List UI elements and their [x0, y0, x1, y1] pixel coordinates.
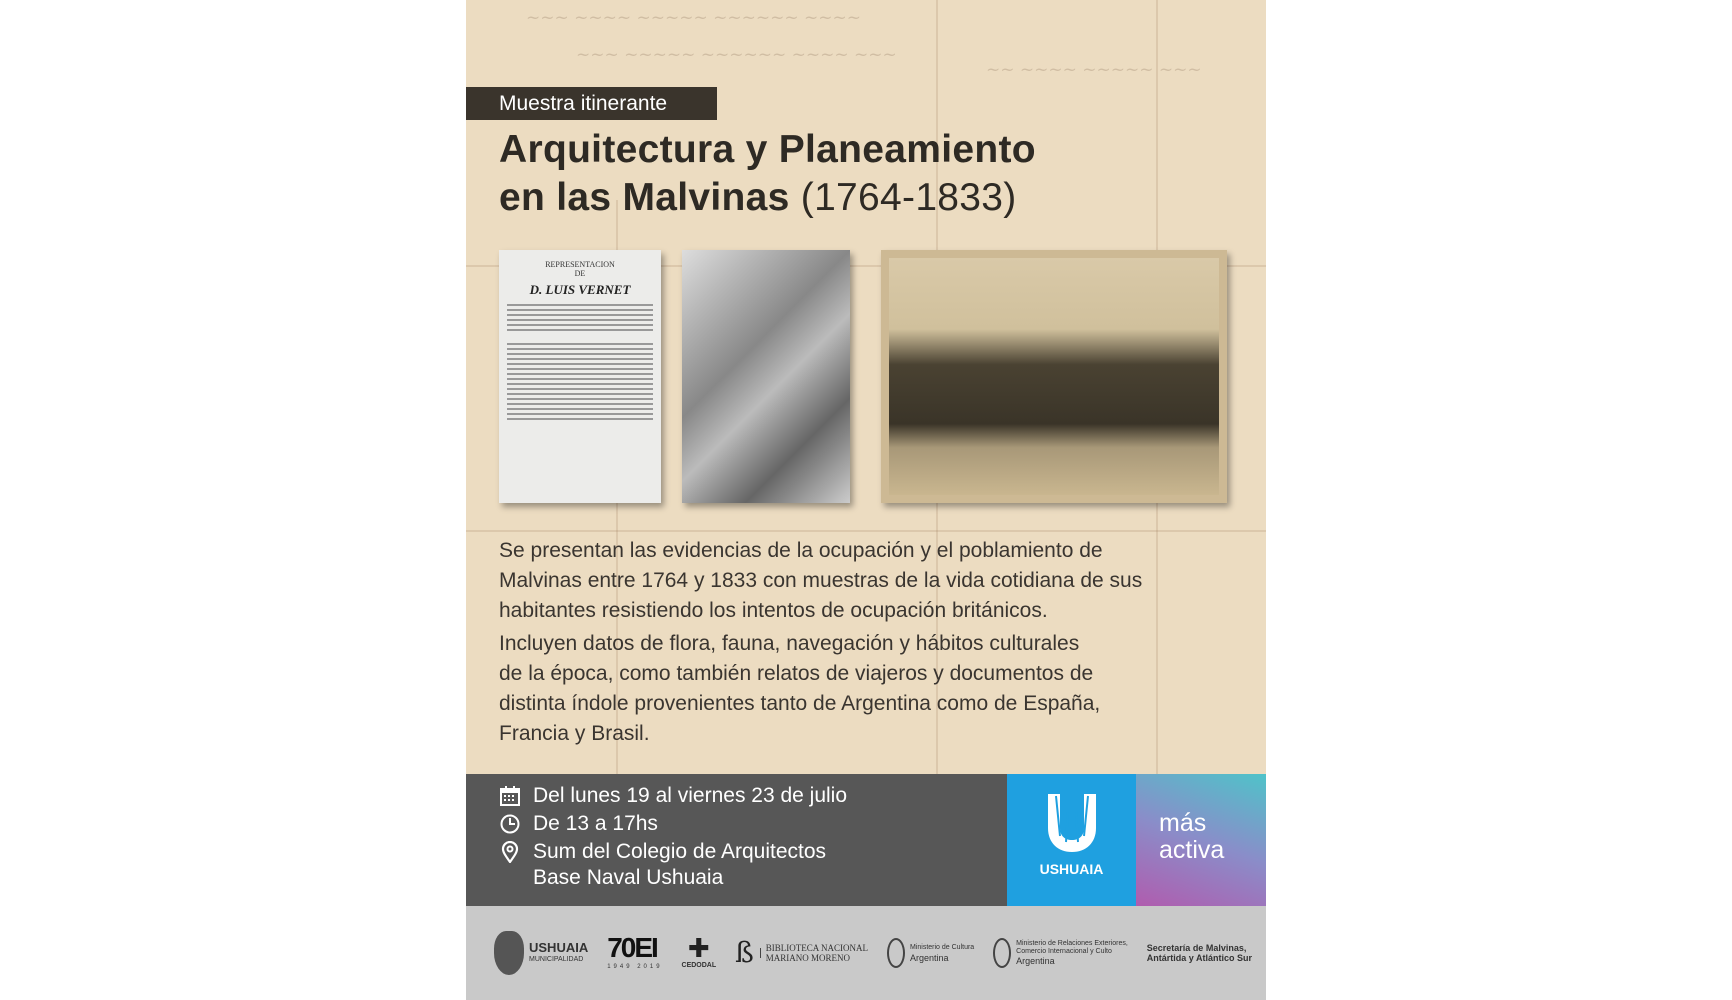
bg-handwriting: ~~ ~~~~ ~~~~~ ~~~	[986, 60, 1202, 80]
clock-icon	[499, 813, 521, 835]
logo-oei-70: 70EI 1949 2019	[607, 932, 663, 970]
bg-handwriting: ~~~ ~~~~ ~~~~~ ~~~~~~ ~~~~	[526, 8, 861, 28]
text-line: Se presentan las evidencias de la ocupación y el poblamiento de	[499, 539, 1103, 562]
event-place-detail: Base Naval Ushuaia	[533, 866, 724, 889]
place-row	[499, 840, 826, 864]
doc-name: D. LUIS VERNET	[529, 282, 631, 297]
historic-house-photo	[881, 250, 1227, 503]
event-time: De 13 a 17hs	[533, 812, 658, 835]
logo-biblioteca-nacional: ß BIBLIOTECA NACIONAL MARIANO MORENO	[735, 936, 869, 969]
event-place: Sum del Colegio de Arquitectos	[533, 840, 827, 863]
text-line: Malvinas entre 1764 y 1833 con muestras de la vida cotidiana de sus	[499, 569, 1143, 592]
doc-header: REPRESENTACION	[545, 260, 615, 269]
title-line-1: Arquitectura y Planeamiento	[499, 128, 1036, 171]
bg-line	[466, 530, 1266, 532]
time-row	[499, 812, 658, 836]
text-line: habitantes resistiendo los intentos de ocupación británicos.	[499, 599, 1048, 622]
coat-of-arms-icon	[993, 938, 1011, 968]
event-info-panel	[466, 774, 1007, 906]
title-years: (1764-1833)	[800, 176, 1017, 219]
description-paragraph-1	[499, 536, 1142, 626]
bn-monogram-icon: ß	[735, 948, 761, 958]
text-line: distinta índole provenientes tanto de Argentina como de España,	[499, 692, 1101, 715]
bg-handwriting: ~~~ ~~~~~ ~~~~~~ ~~~~ ~~~	[576, 45, 897, 65]
title-line-2	[499, 176, 1017, 220]
logo-municipalidad-ushuaia: USHUAIA MUNICIPALIDAD	[494, 931, 588, 975]
doc-de: DE	[574, 269, 586, 278]
date-row	[499, 784, 847, 808]
logo-cedodal: ✚ CEDODAL	[681, 933, 717, 969]
place-row-2	[533, 866, 723, 890]
text-line: de la época, como también relatos de viajeros y documentos de	[499, 662, 1094, 685]
event-date: Del lunes 19 al viernes 23 de julio	[533, 784, 848, 807]
sponsor-logos-bar	[466, 906, 1266, 1000]
mas-text: más	[1159, 809, 1207, 837]
location-pin-icon	[499, 841, 521, 863]
activa-text: activa	[1159, 836, 1225, 864]
calendar-icon	[499, 785, 521, 807]
exhibition-type-tag: Muestra itinerante	[466, 87, 717, 120]
coat-of-arms-icon	[887, 938, 905, 968]
logo-ministerio-cultura: Ministerio de Cultura Argentina	[887, 938, 974, 968]
description-paragraph-2	[499, 629, 1100, 749]
text-line: Francia y Brasil.	[499, 722, 650, 745]
cross-icon: ✚	[687, 933, 710, 963]
ushuaia-brand-text: USHUAIA	[1039, 861, 1104, 877]
document-image-luis-vernet	[499, 250, 661, 503]
text-line: Incluyen datos de flora, fauna, navegación y hábitos culturales	[499, 632, 1080, 655]
event-poster	[466, 0, 1266, 1000]
map-image	[682, 250, 850, 503]
mas-activa-logo	[1136, 774, 1266, 906]
logo-secretaria-malvinas: Secretaría de Malvinas, Antártida y Atlántico Sur	[1146, 943, 1252, 963]
title-place: en las Malvinas	[499, 176, 790, 219]
ushuaia-brand-logo	[1007, 774, 1136, 906]
logo-cancilleria: Ministerio de Relaciones Exteriores, Comercio Internacional y Culto Argentina	[993, 938, 1128, 968]
ushuaia-u-icon	[1042, 792, 1102, 854]
shield-icon	[494, 931, 524, 975]
